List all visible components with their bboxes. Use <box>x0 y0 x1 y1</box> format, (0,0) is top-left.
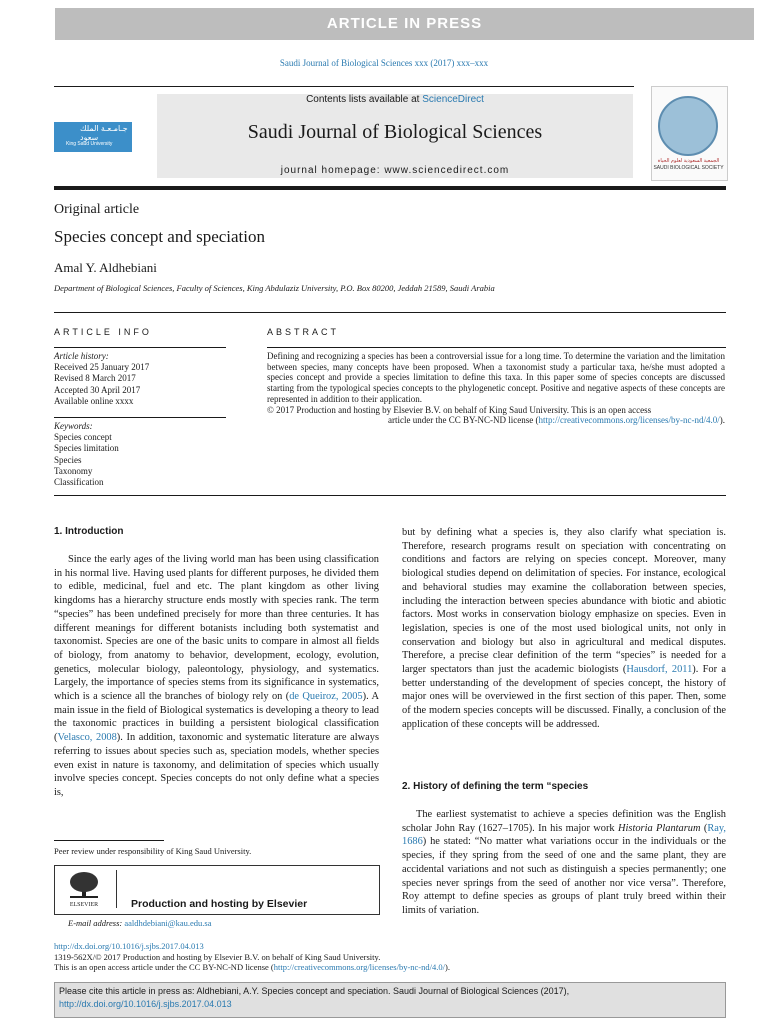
ksu-logo-english: King Saud University <box>66 141 113 147</box>
elsevier-hosting: Production and hosting by Elsevier <box>131 898 308 910</box>
journal-homepage[interactable]: journal homepage: www.sciencedirect.com <box>280 165 510 176</box>
article-author: Amal Y. Aldhebiani <box>54 260 157 275</box>
col2-paragraph-2: The earliest systematist to achieve a species definition was the English scholar John Ray (1627–1705). In his major work Historia Plantarum (Ray, 1686) he stated: “No matter what variations occur in the individuals or the species, if they spring from the seed of one and the same plant, they are accidental variations and not such as distinguish a species permanently; one species never springs from the seed of another nor vice versa”. Therefore, Roy attempt to define species as groups of plant truly breed within their limits of variation. <box>402 809 726 916</box>
citation-notice: Please cite this article in press as: Aldhebiani, A.Y. Species concept and speciation. Saudi Journal of Biological Sciences (2017), http://dx.doi.org/10.1016/j.sjbs.2017.04.013 <box>54 982 726 1018</box>
history-revised: Revised 8 March 2017 <box>54 373 136 384</box>
open-access-line: This is an open access article under the CC BY-NC-ND license (http://creativecommons.org/licenses/by-nc-nd/4.0/). <box>54 962 450 972</box>
keyword-item: Species limitation <box>54 443 119 454</box>
keywords-label: Keywords: <box>54 421 93 431</box>
ksu-logo <box>54 122 132 152</box>
ref-ray[interactable]: Ray, 1686 <box>402 822 726 848</box>
history-online: Available online xxxx <box>54 395 134 406</box>
history-heading: 2. History of defining the term “species <box>402 781 589 792</box>
sciencedirect-link[interactable]: ScienceDirect <box>422 94 484 105</box>
elsevier-tree-icon <box>62 870 106 908</box>
keyword-item: Taxonomy <box>54 465 93 476</box>
header-thick-rule <box>54 186 726 190</box>
article-title: Species concept and speciation <box>54 227 266 246</box>
elsevier-separator <box>116 870 117 908</box>
citation-doi-link[interactable]: http://dx.doi.org/10.1016/j.sjbs.2017.04.013 <box>59 999 232 1009</box>
license-link[interactable]: http://creativecommons.org/licenses/by-nc-nd/4.0/ <box>538 415 720 426</box>
keywords-list <box>54 421 119 488</box>
keyword-item: Species concept <box>54 432 112 443</box>
article-type: Original article <box>54 202 140 217</box>
article-history <box>54 351 149 407</box>
sbs-emblem-icon <box>658 96 718 156</box>
abstract-rule <box>267 347 726 348</box>
author-affiliation: Department of Biological Sciences, Faculty of Sciences, King Abdulaziz University, P.O. Box 80200, Jeddah 21589, Saudi Arabia <box>54 283 495 293</box>
peer-review-note: Peer review under responsibility of King Saud University. <box>54 846 252 856</box>
email-line: E-mail address: aaldhdebiani@kau.edu.sa <box>68 918 212 928</box>
section-rule-bottom <box>54 495 726 496</box>
contents-line: Contents lists available at ScienceDirect <box>306 94 484 105</box>
footnote-rule <box>54 840 164 841</box>
history-accepted: Accepted 30 April 2017 <box>54 384 141 395</box>
keyword-item: Species <box>54 454 82 465</box>
oa-license-link[interactable]: http://creativecommons.org/licenses/by-nc-nd/4.0/ <box>273 962 445 972</box>
abstract-heading: ABSTRACT <box>267 327 340 337</box>
ksu-logo-arabic: جـامـعـة الملك سعود <box>80 124 128 142</box>
history-label: Article history: <box>54 351 109 361</box>
sbs-logo-text: الجمعية السعودية لعلوم الحياة SAUDI BIOLOGICAL SOCIETY <box>653 158 724 171</box>
keywords-rule <box>54 417 226 418</box>
article-info-rule <box>54 347 226 348</box>
abstract-license: article under the CC BY-NC-ND license (http://creativecommons.org/licenses/by-nc-nd/4.0/). <box>387 415 725 426</box>
abstract-body <box>267 351 725 426</box>
intro-heading: 1. Introduction <box>54 526 124 537</box>
article-info-heading: ARTICLE INFO <box>54 327 152 337</box>
article-in-press-banner: ARTICLE IN PRESS <box>55 8 754 40</box>
col2-paragraph-1: but by defining what a species is, they also clarify what speciation is. Therefore, research programs result on speciation with concentrating on conditions and factors are relying on species concept. Moreover, many biological studies depend on delimitation of species. For instance, ecological and behavioral studies may examine the collaboration between species, including the interaction between species abundance with biotic and abiotic factors. Most works in conservation biology emphasize on species. Even in legislation, species is one of the most used biological units, not only in conservation and biology but also in agricultural and medical disputes. Therefore, a precise clear definition of the term “species” is needed for a larger spectators than just the academic biologists (Hausdorf, 2011). For a better understanding of the development of species concept, the history of major ones will be overviewed in the first section of this paper. Then, some of the modern species concepts will be discussed. Finally, a conclusion of the application of these concepts will be addressed. <box>402 527 726 730</box>
doi-link[interactable]: http://dx.doi.org/10.1016/j.sjbs.2017.04.013 <box>54 941 204 951</box>
header-top-rule <box>54 86 634 87</box>
keyword-item: Classification <box>54 477 104 488</box>
ref-de-queiroz[interactable]: de Queiroz, 2005 <box>289 691 363 703</box>
intro-paragraph: Since the early ages of the living world man has been using classification in his normal live. Having used plants for different purposes, he divided them to edible, medicinal, fuel and etc. The plant kingdom as other living kingdoms has a hierarchy structure ends mostly with species rank. The term “species” has been undefined precisely for more than three centuries. It has different meanings for different botanists including both systematist and taxonomist. Species are one of the basic units to compare in almost all fields of biology, from anatomy to behavior, development, ecology, evolution, genetics, molecular biology, paleontology, physiology, and systematics. Largely, the importance of species stems from its significance in systematics, which is a science all the branches of biology rely on (de Queiroz, 2005). A main issue in the field of Biological systematics is developing a theory to lead the taxonomic practices in building a persistent biological classification (Velasco, 2008). In addition, taxonomic and systematic literature are always referring to issues about species such as, speciation models, whether species even exist in nature is taxonomy, and delimitation of species which usually involve species concept. Species concepts do not only define what a species is, <box>54 554 379 798</box>
journal-citation-link[interactable]: Saudi Journal of Biological Sciences xxx (2017) xxx–xxx <box>279 58 489 68</box>
history-received: Received 25 January 2017 <box>54 362 150 373</box>
journal-title: Saudi Journal of Biological Sciences <box>247 121 543 143</box>
abstract-text: Defining and recognizing a species has been a controversial issue for a long time. To determine the variation and the limitation between species, many concepts have been proposed. When a taxonomist study a particular taxa, he/she must adopted a species concept and provide a species limitation to define this taxa. In this paper some of species concepts are discussed starting from the typological species concepts to the phylogenetic concept. Positive and negative aspects of these concepts are represented in addition to their application. <box>267 351 725 404</box>
author-email-link[interactable]: aaldhdebiani@kau.edu.sa <box>124 918 212 928</box>
section-rule-top <box>54 312 726 313</box>
elsevier-label: ELSEVIER <box>69 902 99 908</box>
doi-block <box>54 941 450 973</box>
ref-velasco[interactable]: Velasco, 2008 <box>57 732 117 744</box>
ref-hausdorf[interactable]: Hausdorf, 2011 <box>626 664 693 676</box>
abstract-copyright: © 2017 Production and hosting by Elsevier B.V. on behalf of King Saud University. This is an open access <box>267 404 652 415</box>
issn-line: 1319-562X/© 2017 Production and hosting by Elsevier B.V. on behalf of King Saud University. <box>54 951 381 962</box>
